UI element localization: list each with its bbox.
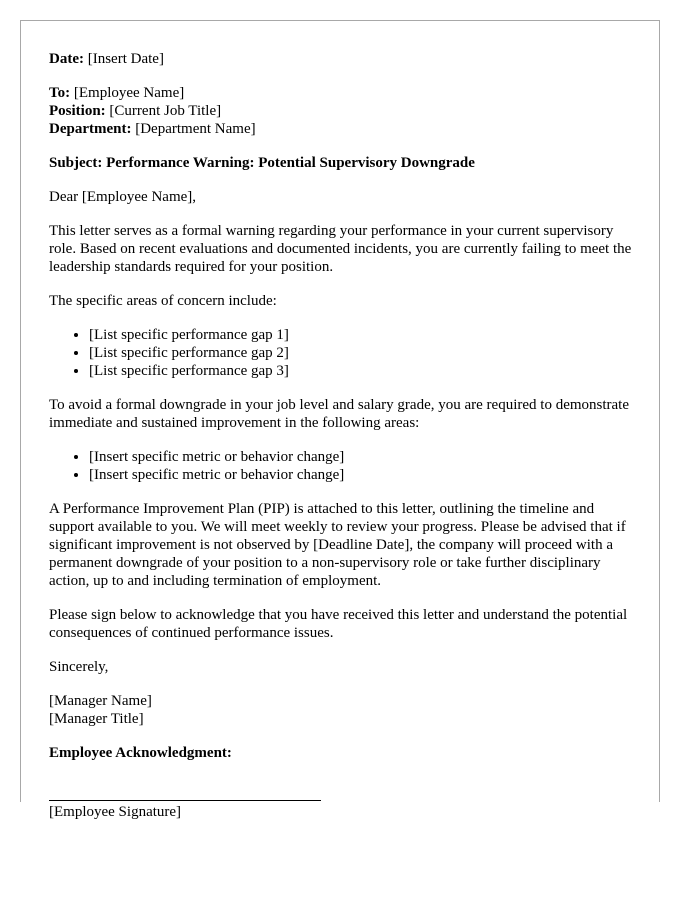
list-item: • [Insert specific metric or behavior change] <box>89 448 639 466</box>
to-value: [Employee Name] <box>73 85 185 101</box>
pip-paragraph: A Performance Improvement Plan (PIP) is attached to this letter, outlining the timeline and support available to you. We will meet weekly to review your progress. Please be advised that if significant improvement is not observed by [Deadline Date], the company will proceed with a permanent downgrade of your position to a non-supervisory role or take further disciplinary action, up to and including termination of employment. <box>49 501 626 589</box>
letter-body <box>49 50 639 821</box>
manager-name: [Manager Name] <box>49 693 152 709</box>
concerns-list <box>49 326 639 380</box>
signature-caption: [Employee Signature] <box>49 804 182 820</box>
list-item: • [List specific performance gap 2] <box>89 344 639 362</box>
date-line <box>49 50 639 68</box>
list-item: • [Insert specific metric or behavior change] <box>89 466 639 484</box>
list-item: • [List specific performance gap 1] <box>89 326 639 344</box>
acknowledgment-heading: Employee Acknowledgment: <box>49 745 232 761</box>
manager-title: [Manager Title] <box>49 711 144 727</box>
manager-signature-block <box>49 692 639 728</box>
acknowledge-paragraph: Please sign below to acknowledge that you have received this letter and understand the potential consequences of continued performance issues. <box>49 607 628 641</box>
to-label: To: <box>49 85 71 101</box>
subject-line: Subject: Performance Warning: Potential Supervisory Downgrade <box>49 155 475 171</box>
department-value: [Department Name] <box>135 121 256 137</box>
letter-page <box>20 20 660 820</box>
salutation: Dear [Employee Name], <box>49 189 197 205</box>
concerns-intro: The specific areas of concern include: <box>49 293 277 309</box>
intro-paragraph: This letter serves as a formal warning regarding your performance in your current supervisory role. Based on recent evaluations and documented incidents, you are currently failing to meet the leadership standards required for your position. <box>49 223 632 275</box>
recipient-block <box>49 84 639 138</box>
to-line <box>49 84 639 102</box>
position-line <box>49 102 639 120</box>
date-value: [Insert Date] <box>87 51 164 67</box>
department-label: Department: <box>49 121 132 137</box>
improvement-intro: To avoid a formal downgrade in your job level and salary grade, you are required to demonstrate immediate and sustained improvement in the following areas: <box>49 397 629 431</box>
position-label: Position: <box>49 103 106 119</box>
position-value: [Current Job Title] <box>109 103 222 119</box>
department-line <box>49 120 639 138</box>
list-item: • [List specific performance gap 3] <box>89 362 639 380</box>
closing: Sincerely, <box>49 659 109 675</box>
improvements-list <box>49 448 639 484</box>
date-label: Date: <box>49 51 84 67</box>
signature-line <box>49 778 321 801</box>
